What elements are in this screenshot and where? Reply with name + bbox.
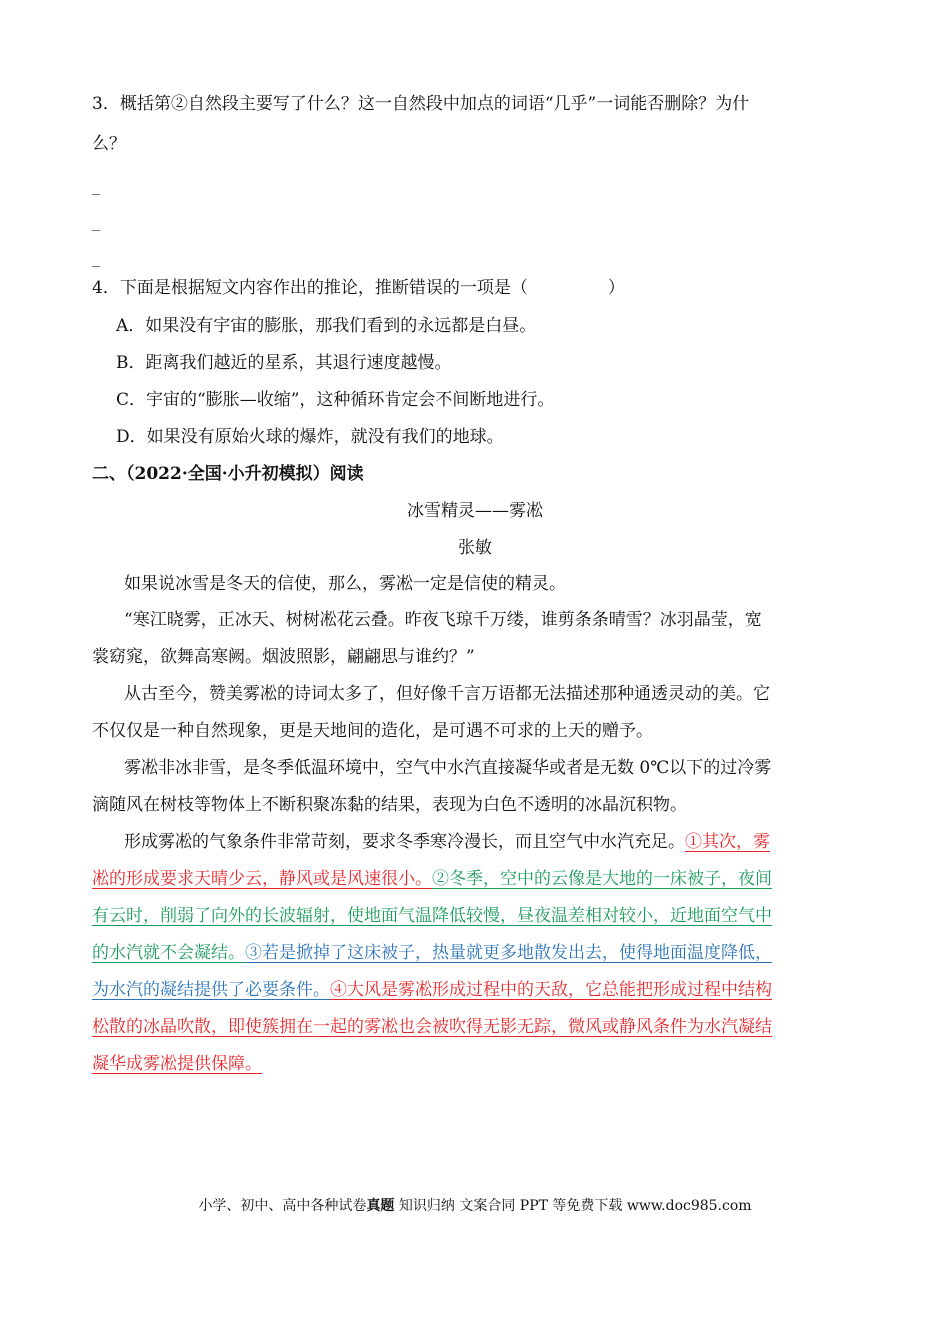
sentence-4-red-end: 凝华成雾凇提供保障。	[92, 1054, 262, 1074]
sentence-2-green-end: 的水汽就不会凝结。	[92, 943, 245, 963]
sentence-2-green-cont: 有云时，削弱了向外的长波辐射，使地面气温降低较慢，昼夜温差相对较小，近地面空气中	[92, 906, 772, 926]
paragraph-5-line-7	[92, 1052, 860, 1076]
answer-blank-3[interactable]: _	[92, 248, 100, 267]
footer-text-c[interactable]: 知识归纳 文案合同 PPT 等免费下载 www.doc985.com	[394, 1198, 752, 1214]
sentence-1-red-cont: 凇的形成要求天晴少云，静风或是风速很小。	[92, 869, 432, 889]
paragraph-4-line-2: 滴随风在树枝等物体上不断积聚冻黏的结果，表现为白色不透明的冰晶沉积物。	[92, 795, 687, 815]
question-4-stem-text: 4．下面是根据短文内容作出的推论，推断错误的一项是（	[92, 278, 528, 298]
sentence-4-red-cont: 松散的冰晶吹散，即使簇拥在一起的雾凇也会被吹得无影无踪，微风或静风条件为水汽凝结	[92, 1017, 772, 1037]
page-footer	[0, 1196, 950, 1216]
paragraph-5-line-1	[124, 830, 860, 854]
question-4-stem	[92, 276, 860, 300]
paragraph-5-line-2	[92, 867, 860, 891]
article-title: 冰雪精灵——雾凇	[407, 501, 543, 521]
sentence-2-green: ②冬季，空中的云像是大地的一床被子，夜间	[432, 869, 772, 889]
option-c[interactable]: C．宇宙的“膨胀—收缩”，这种循环肯定会不间断地进行。	[116, 390, 555, 410]
paragraph-1: 如果说冰雪是冬天的信使，那么，雾凇一定是信使的精灵。	[124, 574, 566, 594]
paragraph-4-line-1: 雾凇非冰非雪，是冬季低温环境中，空气中水汽直接凝华或者是无数 0℃以下的过冷雾	[124, 758, 772, 778]
question-3-line-2: 么？	[92, 134, 126, 154]
question-3-line-1: 3．概括第②自然段主要写了什么？这一自然段中加点的词语“几乎”一词能否删除？为什	[92, 94, 750, 114]
sentence-4-red: ④大风是雾凇形成过程中的天敌，它总能把形成过程中结构	[330, 980, 772, 1000]
paragraph-2-line-2: 裳窈窕，欲舞高寒阙。烟波照影，翩翩思与谁约？”	[92, 647, 475, 667]
paragraph-5-line-5	[92, 978, 860, 1002]
sentence-1-red: ①其次，雾	[685, 832, 770, 852]
footer-text-a: 小学、初中、高中各种试卷	[198, 1198, 367, 1214]
answer-blank-1[interactable]: _	[92, 176, 100, 195]
option-b[interactable]: B．距离我们越近的星系，其退行速度越慢。	[116, 353, 452, 373]
paragraph-5-plain-text: 形成雾凇的气象条件非常苛刻，要求冬季寒冷漫长，而且空气中水汽充足。	[124, 832, 685, 852]
option-a[interactable]: A．如果没有宇宙的膨胀，那我们看到的永远都是白昼。	[116, 316, 537, 336]
article-author: 张敏	[458, 538, 492, 558]
sentence-3-blue-cont: 为水汽的凝结提供了必要条件。	[92, 980, 330, 1000]
question-4-stem-close: ）	[607, 278, 625, 298]
answer-blank-2[interactable]: _	[92, 212, 100, 231]
paragraph-2-line-1: “寒江晓雾，正冰天、树树凇花云叠。昨夜飞琼千万缕，谁剪条条晴雪？冰羽晶莹，宽	[124, 610, 762, 630]
paragraph-3-line-1: 从古至今，赞美雾凇的诗词太多了，但好像千言万语都无法描述那种通透灵动的美。它	[124, 684, 770, 704]
paragraph-3-line-2: 不仅仅是一种自然现象，更是天地间的造化，是可遇不可求的上天的赠予。	[92, 721, 653, 741]
paragraph-5-line-6	[92, 1015, 860, 1039]
sentence-3-blue: ③若是掀掉了这床被子，热量就更多地散发出去，使得地面温度降低，	[245, 943, 772, 963]
footer-text-bold: 真题	[366, 1198, 395, 1214]
paragraph-5-line-3	[92, 904, 860, 928]
section-2-heading: 二、（2022·全国·小升初模拟）阅读	[92, 464, 364, 484]
paragraph-5-line-4	[92, 941, 860, 965]
option-d[interactable]: D．如果没有原始火球的爆炸，就没有我们的地球。	[116, 427, 504, 447]
